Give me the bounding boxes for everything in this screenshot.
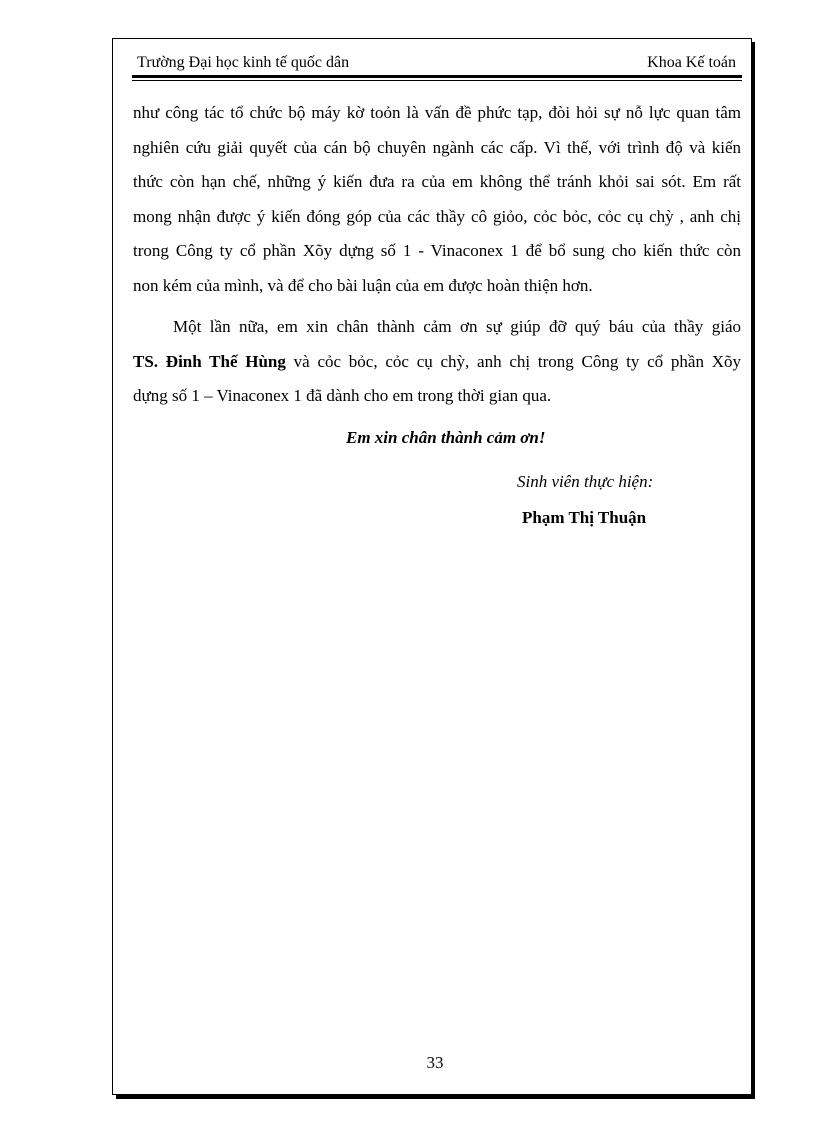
- paragraph-2-line: [133, 345, 741, 380]
- header-university: Trường Đại học kinh tế quốc dân: [137, 54, 350, 71]
- closing-thanks: Em xin chân thành cảm ơn!: [346, 428, 546, 447]
- header-rule-thick: [132, 75, 742, 78]
- paragraph-1: [133, 96, 741, 303]
- paragraph-1-line: như công tác tổ chức bộ máy kờ toỏn là vấn đề phức tạp, đòi hỏi sự nỗ lực quan tâm: [133, 103, 741, 122]
- body-text: [133, 96, 741, 414]
- paragraph-1-line: thức còn hạn chế, những ý kiến đưa ra của em không thể tránh khỏi sai sót. Em rất: [133, 172, 741, 191]
- paragraph-2: [133, 310, 741, 414]
- page-border-shadow-right: [752, 42, 755, 1099]
- signer-name: Phạm Thị Thuận: [522, 508, 647, 527]
- page-header: [132, 52, 736, 74]
- teacher-name: TS. Đinh Thế Hùng: [133, 351, 286, 371]
- header-faculty: Khoa Kế toán: [647, 54, 736, 71]
- paragraph-2-line: dựng số 1 – Vinaconex 1 đã dành cho em trong thời gian qua.: [133, 386, 552, 405]
- paragraph-gap: [133, 303, 741, 310]
- paragraph-2-line-rest: và cỏc bỏc, cỏc cụ chỳ, anh chị trong Công ty cổ phần Xõy: [285, 351, 741, 371]
- paragraph-1-line: trong Công ty cổ phần Xõy dựng số 1 - Vinaconex 1 để bổ sung cho kiến thức còn: [133, 241, 741, 260]
- header-rule-thin: [132, 80, 742, 81]
- paragraph-1-line: non kém của mình, và để cho bài luận của em được hoàn thiện hơn.: [133, 275, 593, 295]
- paragraph-2-line: Một lần nữa, em xin chân thành cảm ơn sự giúp đỡ quý báu của thầy giáo: [173, 317, 741, 336]
- paragraph-1-line: mong nhận được ý kiến đóng góp của các thầy cô giỏo, cỏc bỏc, cỏc cụ chỳ , anh chị: [133, 206, 741, 226]
- page-border-shadow-bottom: [116, 1095, 755, 1099]
- paragraph-1-line: nghiên cứu giải quyết của cán bộ chuyên ngành các cấp. Vì thế, với trình độ và kiến: [133, 137, 741, 157]
- signer-label: Sinh viên thực hiện:: [517, 472, 654, 491]
- page-number: 33: [426, 1053, 444, 1072]
